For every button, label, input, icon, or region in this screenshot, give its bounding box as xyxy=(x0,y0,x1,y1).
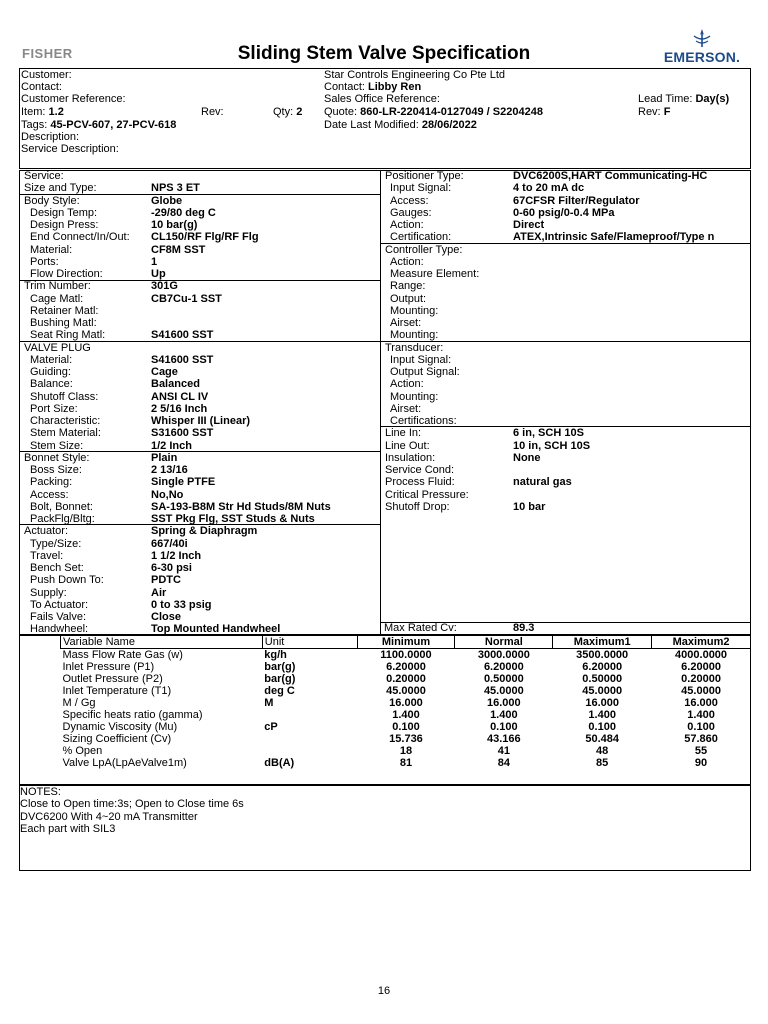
spec-label: Actuator: xyxy=(24,525,69,538)
spec-value: Globe xyxy=(151,194,183,207)
quote-value: 860-LR-220414-0127049 / S2204248 xyxy=(360,106,543,118)
spec-label: To Actuator: xyxy=(30,598,89,611)
table-cell: 6.20000 xyxy=(681,661,721,673)
spec-label: VALVE PLUG xyxy=(24,341,91,354)
table-cell: 6.20000 xyxy=(582,661,623,673)
tags-label: Tags: xyxy=(21,119,48,131)
spec-label: Port Size: xyxy=(30,402,78,415)
table-cell: 45.0000 xyxy=(483,685,524,697)
spec-value: natural gas xyxy=(513,476,572,489)
max-rated-cv-value: 89.3 xyxy=(513,622,535,634)
spec-label: Line In: xyxy=(385,427,422,440)
page-number: 16 xyxy=(377,985,391,997)
spec-label: Mounting: xyxy=(390,329,439,342)
spec-label: Action: xyxy=(390,378,424,391)
spec-value: Balanced xyxy=(151,378,200,391)
customer-reference-label: Customer Reference: xyxy=(21,93,126,105)
spec-label: Airset: xyxy=(390,317,422,329)
spec-value: S41600 SST xyxy=(151,329,214,342)
spec-value: 10 in, SCH 10S xyxy=(513,439,591,452)
spec-label: Packing: xyxy=(30,476,73,489)
table-cell xyxy=(262,733,357,745)
table-cell: % Open xyxy=(62,745,103,757)
page-title: Sliding Stem Valve Specification xyxy=(237,43,531,64)
note-line: Each part with SIL3 xyxy=(20,823,116,835)
spec-label: Certifications: xyxy=(390,415,457,427)
spec-label: Stem Size: xyxy=(30,439,84,452)
spec-label: Service Cond: xyxy=(385,464,455,476)
spec-label: Gauges: xyxy=(390,206,432,219)
table-cell: 1100.0000 xyxy=(380,649,432,661)
spec-value: CB7Cu-1 SST xyxy=(151,292,222,305)
spec-label: Range: xyxy=(390,280,426,293)
emerson-wordmark: EMERSON. xyxy=(663,49,741,65)
table-cell: 45.0000 xyxy=(582,685,623,697)
table-cell xyxy=(262,745,357,757)
spec-value: NPS 3 ET xyxy=(151,182,200,195)
quote-label: Quote: xyxy=(324,106,358,118)
spec-value: Top Mounted Handwheel xyxy=(151,623,281,636)
table-cell: 3500.0000 xyxy=(576,649,629,661)
spec-value: ANSI CL IV xyxy=(151,390,209,403)
table-row xyxy=(61,661,751,673)
spec-label: Guiding: xyxy=(30,366,71,378)
table-cell: 18 xyxy=(399,745,413,757)
spec-label: Bonnet Style: xyxy=(24,451,90,464)
spec-value: SA-193-B8M Str Hd Studs/8M Nuts xyxy=(151,500,331,513)
spec-label: Bench Set: xyxy=(30,562,84,574)
spec-label: Type/Size: xyxy=(30,537,82,550)
table-cell: bar(g) xyxy=(264,673,296,685)
spec-value: Up xyxy=(151,268,166,280)
table-cell: kg/h xyxy=(264,649,287,661)
spec-label: Travel: xyxy=(30,549,64,562)
spec-label: Transducer: xyxy=(385,341,444,354)
table-cell: M xyxy=(264,697,274,709)
spec-label: Output: xyxy=(390,292,427,305)
spec-value: Direct xyxy=(513,219,545,231)
qty-field xyxy=(273,106,302,118)
rev2-value: F xyxy=(663,106,671,118)
spec-label: Design Temp: xyxy=(30,206,98,219)
contact-label: Contact: xyxy=(21,81,62,93)
emerson-logo xyxy=(654,28,750,65)
table-row xyxy=(61,745,751,757)
description-label: Description: xyxy=(21,131,80,143)
spec-value: CL150/RF Flg/RF Flg xyxy=(151,231,259,244)
customer-label: Customer: xyxy=(21,69,72,81)
spec-label: End Connect/In/Out: xyxy=(30,231,130,244)
table-cell: Inlet Pressure (P1) xyxy=(62,661,155,673)
table-cell: 48 xyxy=(596,745,609,757)
table-cell: deg C xyxy=(264,685,295,697)
spec-value: 2 13/16 xyxy=(151,464,188,476)
spec-label: Action: xyxy=(390,219,424,231)
table-cell: 85 xyxy=(596,757,609,769)
spec-value: S31600 SST xyxy=(151,427,214,440)
table-cell: 45.0000 xyxy=(386,685,426,697)
spec-label: Access: xyxy=(30,488,69,501)
table-cell: 0.100 xyxy=(588,721,616,733)
table-cell xyxy=(262,709,357,721)
spec-label: Service: xyxy=(24,170,64,182)
spec-value: 10 bar xyxy=(513,500,546,513)
spec-value: 4 to 20 mA dc xyxy=(513,182,585,195)
spec-label: Controller Type: xyxy=(385,243,463,256)
rev2-label: Rev: xyxy=(638,106,661,118)
spec-label: Design Press: xyxy=(30,219,99,231)
table-row xyxy=(61,685,751,697)
spec-value: 6-30 psi xyxy=(151,562,192,574)
spec-value: 2 5/16 Inch xyxy=(151,402,208,415)
table-cell: Valve LpA(LpAeValve1m) xyxy=(62,757,187,769)
table-cell: Inlet Temperature (T1) xyxy=(62,685,172,697)
spec-label: Body Style: xyxy=(24,194,80,207)
tags-value: 45-PCV-607, 27-PCV-618 xyxy=(50,119,177,131)
rev2-field xyxy=(638,106,670,118)
lead-time-field xyxy=(638,93,729,105)
table-cell: 55 xyxy=(694,745,708,757)
table-cell: 0.100 xyxy=(490,721,518,733)
date-field xyxy=(324,119,477,131)
spec-value: 0 to 33 psig xyxy=(151,598,212,611)
table-row xyxy=(61,697,751,709)
table-row xyxy=(61,673,751,685)
spec-value: DVC6200S,HART Communicating-HC xyxy=(513,170,708,182)
table-cell: 0.20000 xyxy=(681,673,721,685)
spec-label: Handwheel: xyxy=(30,623,89,636)
spec-value: S41600 SST xyxy=(151,353,214,366)
spec-label: Positioner Type: xyxy=(385,170,464,182)
table-cell: cP xyxy=(264,721,278,733)
table-row xyxy=(61,721,751,733)
sales-office-label: Sales Office Reference: xyxy=(324,93,440,105)
table-cell: Outlet Pressure (P2) xyxy=(62,673,163,685)
table-cell: M / Gg xyxy=(62,697,96,709)
table-cell: 43.166 xyxy=(487,733,521,745)
spec-label: Airset: xyxy=(390,402,422,415)
spec-value: ATEX,Intrinsic Safe/Flameproof/Type n xyxy=(513,231,715,244)
column-header: Unit xyxy=(262,636,357,649)
spec-label: Ports: xyxy=(30,255,59,268)
spec-label: Mounting: xyxy=(390,304,439,317)
spec-label: Supply: xyxy=(30,586,67,599)
table-cell: 16.000 xyxy=(389,697,423,709)
item-field xyxy=(21,106,64,118)
spec-label: Material: xyxy=(30,353,73,366)
spec-value: SST Pkg Flg, SST Studs & Nuts xyxy=(151,513,315,525)
item-label: Item: xyxy=(21,106,46,118)
table-row xyxy=(61,649,751,662)
table-row xyxy=(61,733,751,745)
tags-field xyxy=(21,119,176,131)
company-name: Star Controls Engineering Co Pte Ltd xyxy=(324,69,505,81)
table-cell: 16.000 xyxy=(684,697,718,709)
fisher-logo: FISHER xyxy=(22,46,73,61)
table-cell: 6.20000 xyxy=(483,661,524,673)
table-cell: Specific heats ratio (gamma) xyxy=(62,709,203,721)
table-cell: 57.860 xyxy=(684,733,718,745)
spec-value: -29/80 deg C xyxy=(151,206,216,219)
table-cell: 0.100 xyxy=(392,721,420,733)
table-cell: 90 xyxy=(694,757,708,769)
spec-label: Size and Type: xyxy=(24,182,97,195)
spec-value: Whisper III (Linear) xyxy=(151,415,251,427)
spec-value: 1/2 Inch xyxy=(151,439,192,452)
notes-label: NOTES: xyxy=(20,786,61,798)
column-header: Minimum xyxy=(357,636,455,649)
spec-label: Shutoff Drop: xyxy=(385,500,450,513)
table-cell: 16.000 xyxy=(585,697,619,709)
spec-label: Characteristic: xyxy=(30,415,101,427)
spec-label: Balance: xyxy=(30,378,73,391)
table-row xyxy=(61,757,751,769)
table-cell: dB(A) xyxy=(264,757,295,769)
spec-value: 301G xyxy=(151,280,178,293)
spec-value: 6 in, SCH 10S xyxy=(513,427,584,440)
lead-label: Lead Time: xyxy=(638,93,693,105)
spec-value: No,No xyxy=(151,488,184,501)
table-row xyxy=(61,709,751,721)
spec-label: Bushing Matl: xyxy=(30,317,97,329)
table-cell: 0.50000 xyxy=(582,673,623,685)
spec-label: Certification: xyxy=(390,231,452,244)
table-cell: Mass Flow Rate Gas (w) xyxy=(62,649,183,661)
table-cell: 0.20000 xyxy=(386,673,426,685)
spec-label: Boss Size: xyxy=(30,464,82,476)
rev-label: Rev: xyxy=(201,106,224,118)
spec-label: Seat Ring Matl: xyxy=(30,329,106,342)
spec-value: Spring & Diaphragm xyxy=(151,525,258,538)
spec-value: None xyxy=(513,451,541,464)
spec-label: Material: xyxy=(30,243,73,256)
table-cell: 84 xyxy=(497,757,510,769)
table-cell: 1.400 xyxy=(490,709,518,721)
spec-label: Process Fluid: xyxy=(385,476,455,489)
spec-label: Flow Direction: xyxy=(30,268,103,280)
spec-label: Insulation: xyxy=(385,451,436,464)
spec-label: Action: xyxy=(390,255,424,268)
spec-value: 67CFSR Filter/Regulator xyxy=(513,194,640,207)
table-cell: 0.50000 xyxy=(483,673,524,685)
qty-label: Qty: xyxy=(273,106,294,118)
table-cell: 1.400 xyxy=(392,709,420,721)
spec-label: Measure Element: xyxy=(390,268,480,280)
table-cell: 16.000 xyxy=(487,697,521,709)
emerson-mark-icon xyxy=(691,28,713,48)
spec-label: Retainer Matl: xyxy=(30,304,99,317)
spec-label: Stem Material: xyxy=(30,427,101,440)
table-cell: 81 xyxy=(399,757,413,769)
column-header: Maximum2 xyxy=(652,636,751,649)
max-rated-cv-label: Max Rated Cv: xyxy=(384,622,457,634)
contact2-label: Contact: xyxy=(324,81,365,93)
spec-label: Mounting: xyxy=(390,390,439,403)
spec-label: Cage Matl: xyxy=(30,292,84,305)
column-header: Maximum1 xyxy=(553,636,652,649)
table-cell: 0.100 xyxy=(687,721,715,733)
table-cell: bar(g) xyxy=(264,661,296,673)
spec-label: Line Out: xyxy=(385,439,430,452)
note-line: DVC6200 With 4~20 mA Transmitter xyxy=(20,810,198,823)
spec-value: 0-60 psig/0-0.4 MPa xyxy=(513,206,615,219)
contact2-value: Libby Ren xyxy=(368,81,422,93)
spec-label: Access: xyxy=(390,194,429,207)
column-header: Variable Name xyxy=(61,636,263,649)
spec-value: PDTC xyxy=(151,574,181,587)
table-cell: 45.0000 xyxy=(681,685,721,697)
spec-label: Trim Number: xyxy=(24,280,91,293)
qty-value: 2 xyxy=(296,106,303,118)
spec-value: 667/40i xyxy=(151,537,188,550)
spec-value: Cage xyxy=(151,366,178,378)
table-cell: 1.400 xyxy=(588,709,616,721)
spec-value: 1 1/2 Inch xyxy=(151,549,202,562)
table-cell: Sizing Coefficient (Cv) xyxy=(62,733,172,745)
spec-label: PackFlg/Bltg: xyxy=(30,513,95,525)
service-description-label: Service Description: xyxy=(21,143,119,155)
table-cell: 15.736 xyxy=(389,733,423,745)
spec-label: Input Signal: xyxy=(390,353,452,366)
variable-table xyxy=(60,636,751,769)
spec-label: Shutoff Class: xyxy=(30,390,99,403)
spec-label: Fails Valve: xyxy=(30,611,87,623)
quote-field xyxy=(324,106,543,118)
item-value: 1.2 xyxy=(48,106,64,118)
table-cell: 50.484 xyxy=(585,733,619,745)
spec-value: Single PTFE xyxy=(151,476,216,489)
spec-value: CF8M SST xyxy=(151,243,206,256)
column-divider xyxy=(380,170,381,635)
spec-label: Critical Pressure: xyxy=(385,488,469,501)
spec-label: Push Down To: xyxy=(30,574,104,587)
table-cell: Dynamic Viscosity (Mu) xyxy=(62,721,178,733)
spec-value: 10 bar(g) xyxy=(151,219,198,231)
spec-value: Close xyxy=(151,611,181,623)
contact-field xyxy=(324,81,421,93)
spec-label: Output Signal: xyxy=(390,366,460,378)
column-header: Normal xyxy=(455,636,553,649)
date-label: Date Last Modified: xyxy=(324,119,419,131)
date-value: 28/06/2022 xyxy=(421,119,477,131)
spec-label: Input Signal: xyxy=(390,182,452,195)
table-cell: 6.20000 xyxy=(386,661,426,673)
spec-value: Air xyxy=(151,586,167,599)
spec-value: Plain xyxy=(151,451,178,464)
table-cell: 4000.0000 xyxy=(675,649,728,661)
lead-value: Day(s) xyxy=(695,93,730,105)
table-cell: 1.400 xyxy=(687,709,715,721)
spec-label: Bolt, Bonnet: xyxy=(30,500,93,513)
table-cell: 3000.0000 xyxy=(477,649,530,661)
note-line: Close to Open time:3s; Open to Close time 6s xyxy=(20,798,244,810)
table-cell: 41 xyxy=(497,745,510,757)
spec-value: 1 xyxy=(151,255,158,268)
